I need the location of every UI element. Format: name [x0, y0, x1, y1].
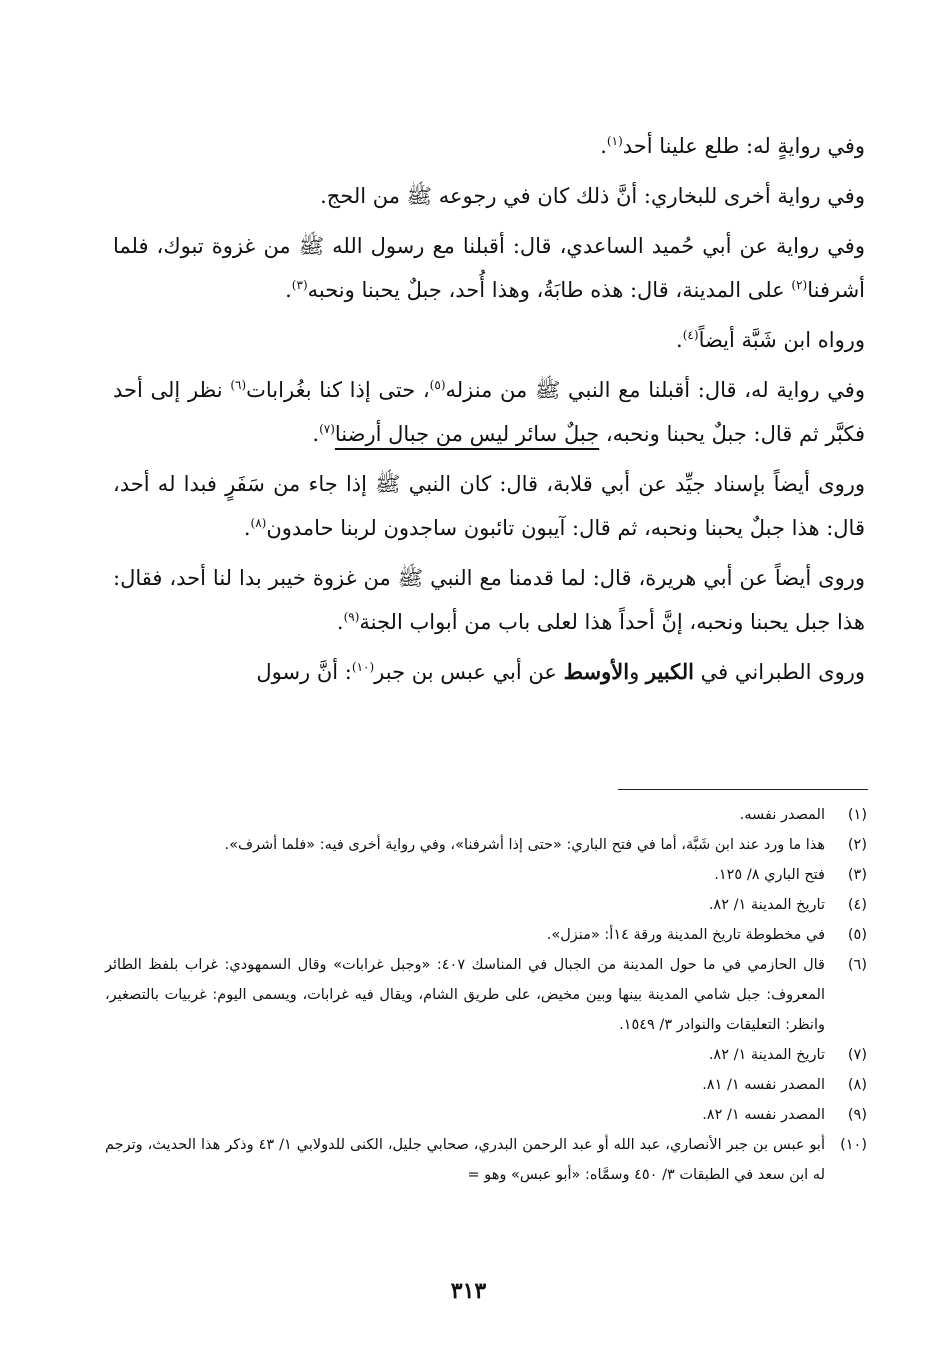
paragraph: وفي روايةٍ له: طلع علينا أحد$^{(١)}$.	[600, 134, 865, 158]
paragraph: وروى أيضاً عن أبي هريرة، قال: لما قدمنا مع النبي ﷺ من غزوة خيبر بدا لنا أحد، فقال: هذا جبل يحبنا ونحبه، إنَّ أحداً هذا لعلى باب من أبواب الجنة$^{(٩)}$.	[113, 566, 865, 634]
footnote-ref[interactable]: (٢)	[791, 278, 808, 292]
footnote-text: هذا ما ورد عند ابن شَبَّة، أما في فتح الباري: «حتى إذا أشرفنا»، وفي رواية أخرى فيه: «فلما أشرف».	[224, 837, 825, 853]
footnote-number: (٩)	[847, 1107, 867, 1123]
paragraph: وفي رواية أخرى للبخاري: أنَّ ذلك كان في رجوعه ﷺ من الحج.	[320, 184, 865, 208]
footnote-ref[interactable]: (٧)	[319, 422, 335, 436]
footnote-number: (٤)	[847, 897, 867, 913]
footnote-number: (٦)	[847, 957, 867, 973]
footnote	[105, 830, 867, 860]
paragraph: وروى أيضاً بإسناد جيِّد عن أبي قلابة، قال: كان النبي ﷺ إذا جاء من سَفَرٍ فبدا له أحد، قال: هذا جبلٌ يحبنا ونحبه، ثم قال: آيبون تائبون ساجدون لربنا حامدون$^{(٨)}$.	[113, 472, 865, 540]
paragraph: وروى الطبراني في الكبير والأوسط عن أبي عبس بن جبر$^{(١٠)}$: أنَّ رسول	[256, 659, 865, 684]
footnote-text: فتح الباري ٨/ ١٢٥.	[714, 867, 825, 883]
footnote-number: (٣)	[847, 867, 867, 883]
footnote-number: (١)	[847, 807, 867, 823]
footnote	[105, 890, 867, 920]
paragraph: ورواه ابن شَبَّة أيضاً$^{(٤)}$.	[676, 328, 865, 352]
footnote-number: (٢)	[847, 837, 867, 853]
book-title: الكبير	[645, 659, 694, 684]
footnote-ref[interactable]: (٤)	[682, 328, 699, 342]
footnote	[105, 800, 867, 830]
footnote-separator	[618, 789, 868, 790]
footnote	[105, 1100, 867, 1130]
footnote-ref[interactable]: (٦)	[230, 378, 247, 392]
footnote-text: المصدر نفسه.	[739, 807, 825, 823]
underlined-phrase: جبلٌ سائر ليس من جبال أرضنا	[334, 422, 600, 446]
footnote-text: أبو عبس بن جبر الأنصاري، عبد الله أو عبد الرحمن البدري، صحابي جليل، الكنى للدولابي ١/ ٤٣ وذكر هذا الحديث، وترجم له ابن سعد في الطبقات ٣/ ٤٥٠ وسمَّاه: «أبو عبس» وهو =	[105, 1137, 825, 1183]
footnote-text: المصدر نفسه ١/ ٨١.	[702, 1077, 825, 1093]
book-title: الأوسط	[563, 659, 630, 684]
footnote-text: في مخطوطة تاريخ المدينة ورقة ١٤أ: «منزل».	[546, 927, 825, 943]
footnote-ref[interactable]: (٩)	[343, 610, 360, 624]
footnote	[105, 1070, 867, 1100]
page-number: ٣١٣	[450, 1278, 487, 1304]
footnote	[105, 1040, 867, 1070]
footnote-number: (٧)	[847, 1047, 867, 1063]
footnote-ref[interactable]: (١٠)	[351, 660, 375, 674]
footnote-ref[interactable]: (٣)	[291, 278, 308, 292]
footnote	[105, 950, 867, 1040]
footnotes	[105, 800, 867, 1190]
footnote-ref[interactable]: (٨)	[250, 516, 267, 530]
footnote	[105, 860, 867, 890]
footnote-number: (١٠)	[840, 1137, 867, 1153]
footnote-text: تاريخ المدينة ١/ ٨٢.	[708, 897, 825, 913]
footnote-text: المصدر نفسه ١/ ٨٢.	[702, 1107, 825, 1123]
footnote-ref[interactable]: (١)	[606, 134, 623, 148]
footnote-number: (٥)	[847, 927, 867, 943]
paragraph: وفي رواية عن أبي حُميد الساعدي، قال: أقبلنا مع رسول الله ﷺ من غزوة تبوك، فلما أشرفنا$^{(٢)}$ على المدينة، قال: هذه طابَةُ، وهذا أُحد، جبلٌ يحبنا ونحبه$^{(٣)}$.	[113, 234, 865, 302]
paragraph: وفي رواية له، قال: أقبلنا مع النبي ﷺ من منزله$^{(٥)}$، حتى إذا كنا بغُرابات$^{(٦)}$ نظر إلى أحد فكبَّر ثم قال: جبلٌ يحبنا ونحبه، جبلٌ سائر ليس من جبال أرضنا$^{(٧)}$.	[113, 378, 865, 446]
footnote	[105, 920, 867, 950]
footnote-ref[interactable]: (٥)	[429, 378, 446, 392]
footnote-number: (٨)	[847, 1077, 867, 1093]
main-text	[113, 124, 865, 700]
footnote	[105, 1130, 867, 1190]
footnote-text: تاريخ المدينة ١/ ٨٢.	[708, 1047, 825, 1063]
footnote-text: قال الحازمي في ما حول المدينة من الجبال في المناسك ٤٠٧: «وجبل غرابات» وقال السمهودي: غراب بلفظ الطائر المعروف: جبل شامي المدينة بينها وبين مخيض، على طريق الشام، ويقال فيه غرابات، ويسمى اليوم: غربيات بالتصغير، وانظر: التعليقات والنوادر ٣/ ١٥٤٩.	[105, 957, 825, 1033]
